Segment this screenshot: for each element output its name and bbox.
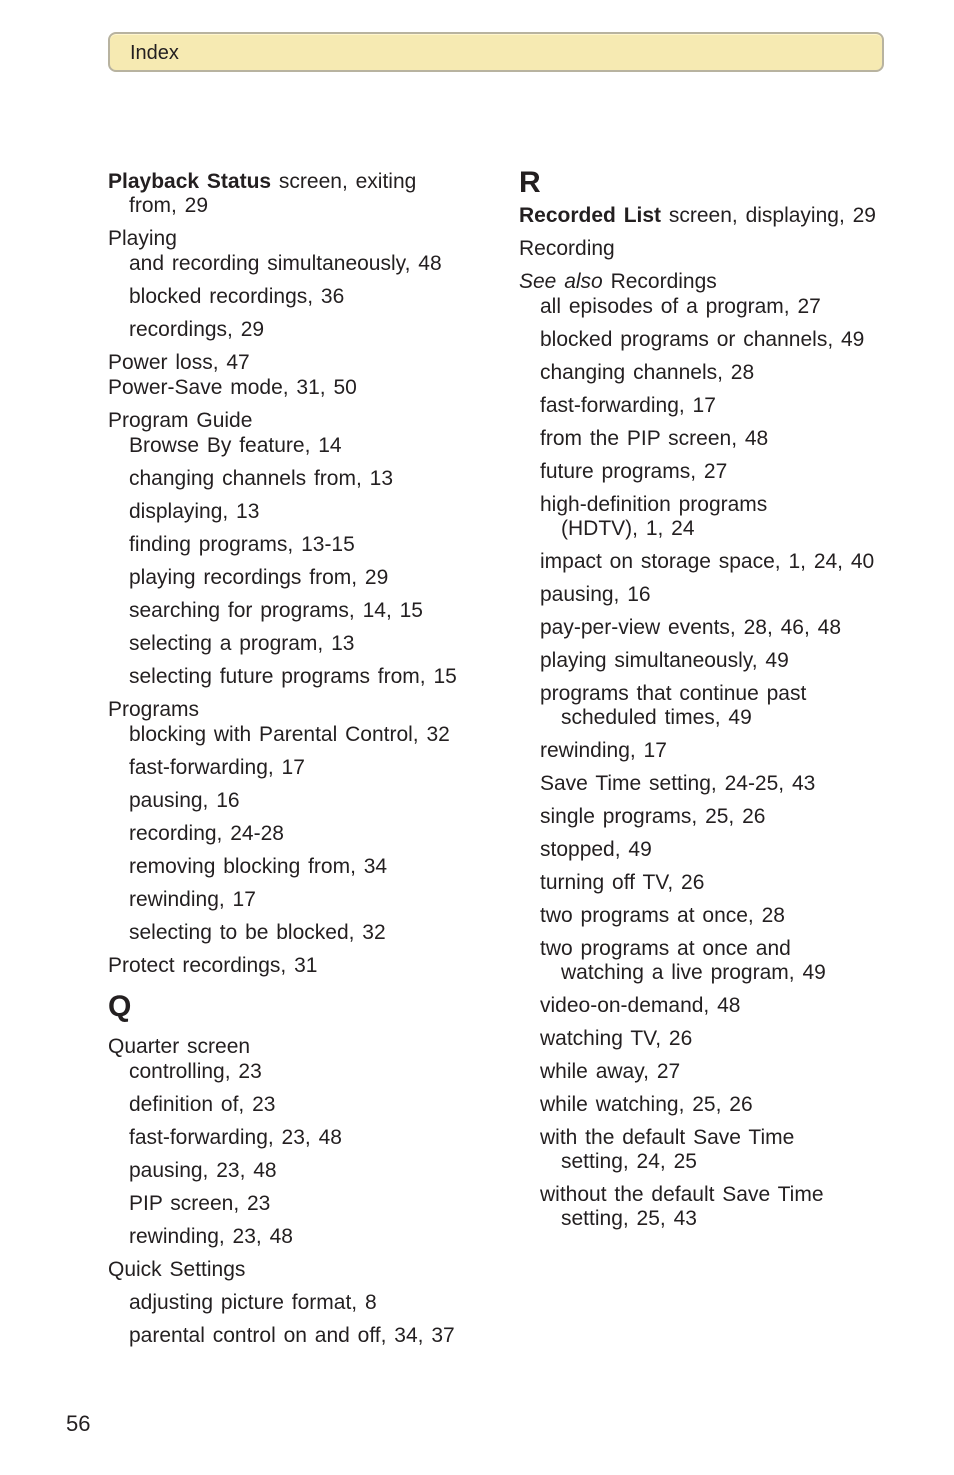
index-subentry: fast-forwarding, 23, 48 [129,1126,342,1149]
index-subentry [519,871,891,895]
index-subentry: and recording simultaneously, 48 [129,252,442,275]
index-subentry [519,493,891,541]
index-subentry [519,427,891,451]
index-subentry [519,682,891,730]
index-subentry: displaying, 13 [129,500,260,523]
recording-subentries [519,295,891,1231]
index-entry-power-save: Power-Save mode, 31, 50 [108,376,357,399]
index-subentry [519,361,891,385]
index-entry-playback-status [108,170,488,218]
section-header [108,32,884,72]
index-subentry: adjusting picture format, 8 [129,1291,377,1314]
index-term-rest: screen, exiting [271,170,417,193]
index-subentry-text: Save Time setting, 24-25, 43 [540,772,816,795]
page-number: 56 [66,1411,91,1436]
index-subentry: recordings, 29 [129,318,265,341]
section-header-label: Index [130,42,179,64]
see-also-target: Recordings [602,270,717,293]
index-subentry [519,739,891,763]
index-subentry-continuation: (HDTV), 1, 24 [561,517,695,540]
index-subentry: finding programs, 13-15 [129,533,355,556]
index-entry-continuation: from, 29 [129,194,209,217]
index-subentry: searching for programs, 14, 15 [129,599,423,622]
index-letter-heading-q: Q [108,990,132,1023]
index-subentry-text: playing simultaneously, 49 [540,649,789,672]
index-subentry: changing channels from, 13 [129,467,393,490]
index-entry-program-guide: Program Guide [108,409,253,432]
index-subentry-text: stopped, 49 [540,838,652,861]
index-subentry-text: high-definition programs [540,493,768,516]
index-subentry-text: pay-per-view events, 28, 46, 48 [540,616,841,639]
index-subentry: parental control on and off, 34, 37 [129,1324,455,1347]
index-subentry [519,616,891,640]
index-subentry-text: fast-forwarding, 17 [540,394,716,417]
index-subentry [519,1060,891,1084]
index-subentry [519,1093,891,1117]
index-subentry-text: changing channels, 28 [540,361,755,384]
index-subentry-text: single programs, 25, 26 [540,805,766,828]
index-entry-quarter-screen: Quarter screen [108,1035,251,1058]
index-subentry: Browse By feature, 14 [129,434,342,457]
index-subentry-continuation: watching a live program, 49 [561,961,826,984]
index-subentry [519,460,891,484]
index-subentry [519,1183,891,1231]
index-entry-protect-recordings: Protect recordings, 31 [108,954,318,977]
index-subentry [519,1027,891,1051]
index-subentry [519,838,891,862]
index-subentry: definition of, 23 [129,1093,276,1116]
index-subentry [519,1126,891,1174]
index-subentry-text: while watching, 25, 26 [540,1093,753,1116]
index-subentry: rewinding, 17 [129,888,256,911]
index-subentry-text: watching TV, 26 [540,1027,693,1050]
index-entry-recording: Recording [519,237,615,260]
index-subentry: controlling, 23 [129,1060,262,1083]
index-subentry-text: while away, 27 [540,1060,681,1083]
index-subentry-text: future programs, 27 [540,460,728,483]
index-subentry-text: rewinding, 17 [540,739,667,762]
index-entry-recorded-list [519,204,891,228]
index-subentry: rewinding, 23, 48 [129,1225,293,1248]
index-entry-quick-settings: Quick Settings [108,1258,246,1281]
index-subentry [519,328,891,352]
index-subentry [519,394,891,418]
index-subentry-text: impact on storage space, 1, 24, 40 [540,550,875,573]
index-see-also [519,270,891,294]
index-subentry-text: pausing, 16 [540,583,651,606]
index-subentry-text: all episodes of a program, 27 [540,295,821,318]
index-subentry: blocking with Parental Control, 32 [129,723,450,746]
index-subentry: selecting a program, 13 [129,632,355,655]
index-subentry: playing recordings from, 29 [129,566,389,589]
index-subentry-text: from the PIP screen, 48 [540,427,769,450]
index-entry-power-loss: Power loss, 47 [108,351,250,374]
index-subentry [519,583,891,607]
index-right-column [519,168,891,1231]
index-subentry [519,295,891,319]
index-subentry [519,772,891,796]
index-subentry-continuation: setting, 24, 25 [561,1150,697,1173]
index-letter-heading-r: R [519,166,541,199]
index-subentry-text: video-on-demand, 48 [540,994,741,1017]
index-subentry [519,805,891,829]
index-subentry: recording, 24-28 [129,822,284,845]
index-term-bold: Recorded List [519,204,662,227]
index-subentry: selecting to be blocked, 32 [129,921,386,944]
index-subentry [519,649,891,673]
index-subentry-text: two programs at once and [540,937,791,960]
index-subentry: selecting future programs from, 15 [129,665,457,688]
index-subentry: pausing, 16 [129,789,240,812]
index-subentry-text: without the default Save Time [540,1183,824,1206]
index-subentry-text: programs that continue past [540,682,807,705]
index-subentry-text: with the default Save Time [540,1126,795,1149]
index-subentry: fast-forwarding, 17 [129,756,305,779]
index-subentry-continuation: setting, 25, 43 [561,1207,697,1230]
index-subentry-continuation: scheduled times, 49 [561,706,752,729]
index-term-bold: Playback Status [108,170,272,193]
index-subentry-text: turning off TV, 26 [540,871,705,894]
index-subentry [519,994,891,1018]
index-subentry: PIP screen, 23 [129,1192,271,1215]
index-subentry: blocked recordings, 36 [129,285,345,308]
index-term-rest: screen, displaying, 29 [661,204,876,227]
see-also-label: See also [519,270,603,293]
index-subentry: removing blocking from, 34 [129,855,388,878]
index-subentry-text: two programs at once, 28 [540,904,785,927]
index-subentry-text: blocked programs or channels, 49 [540,328,865,351]
index-entry-playing: Playing [108,227,177,250]
index-subentry [519,937,891,985]
index-subentry [519,904,891,928]
index-entry-programs: Programs [108,698,200,721]
index-subentry: pausing, 23, 48 [129,1159,277,1182]
index-subentry [519,550,891,574]
index-left-column [108,168,488,1348]
